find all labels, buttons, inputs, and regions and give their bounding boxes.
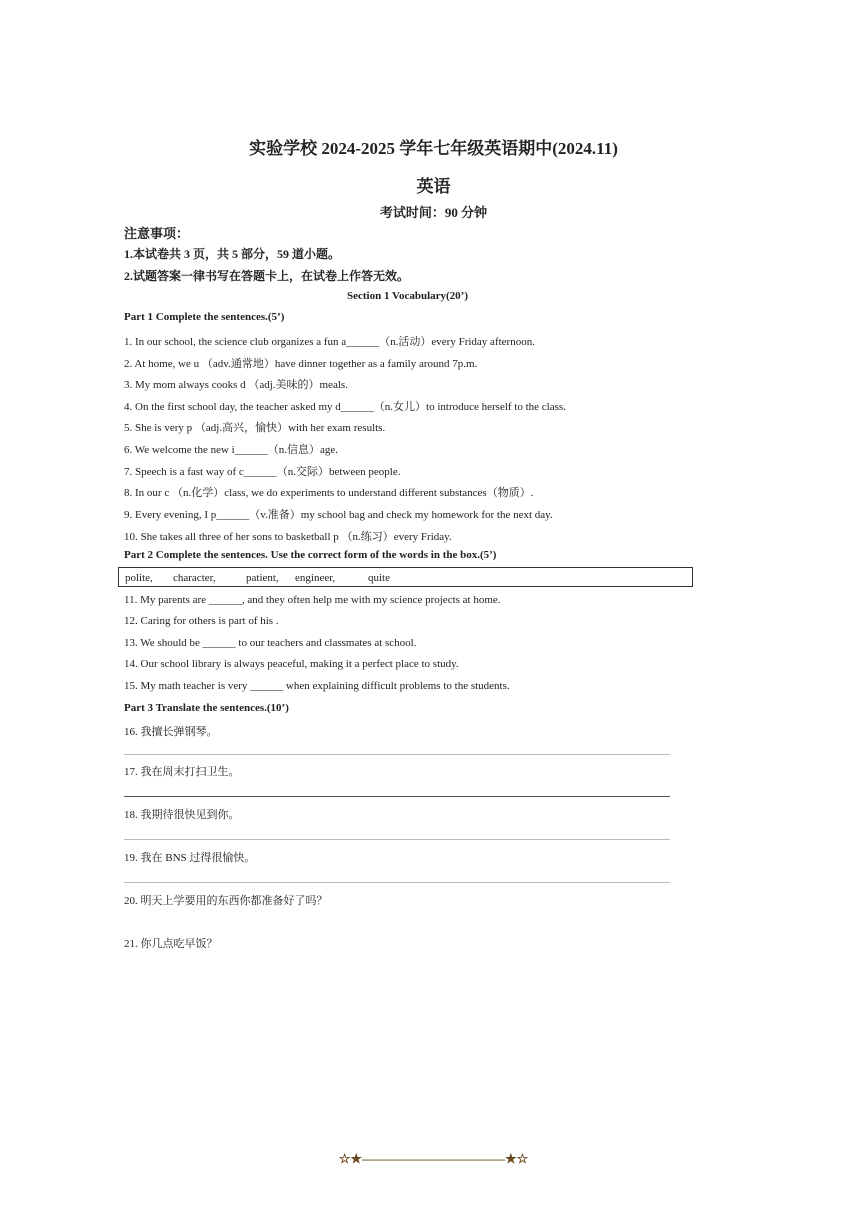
question: 4. On the first school day, the teacher asked my d______（n.女儿）to introduce herself to the class. [124, 401, 566, 413]
answer-line [124, 882, 670, 883]
question: 21. 你几点吃早饭？ [124, 938, 218, 950]
question: 14. Our school library is always peaceful, making it a perfect place to study. [124, 658, 459, 670]
question: 17. 我在周末打扫卫生。 [124, 766, 240, 778]
question: 20. 明天上学要用的东西你都准备好了吗？ [124, 895, 328, 907]
question: 2. At home, we u （adv.通常地）have dinner together as a family around 7p.m. [124, 358, 478, 370]
question: 13. We should be ______ to our teachers and classmates at school. [124, 637, 417, 649]
question: 5. She is very p （adj.高兴，愉快）with her exam results. [124, 422, 386, 434]
question: 9. Every evening, I p______（v.准备）my school bag and check my homework for the next day. [124, 509, 553, 521]
question: 1. In our school, the science club organizes a fun a______（n.活动）every Friday afternoon. [124, 336, 535, 348]
question: 11. My parents are ______, and they often help me with my science projects at home. [124, 594, 501, 606]
word-box-item: engineer, [295, 572, 336, 584]
word-box [118, 567, 693, 587]
subject-title: 英语 [416, 177, 451, 196]
question: 3. My mom always cooks d （adj.美味的）meals. [124, 379, 348, 391]
part1-title: Part 1 Complete the sentences.(5’) [124, 311, 285, 323]
exam-time: 考试时间：90 分钟 [379, 205, 488, 220]
answer-line [124, 796, 670, 797]
footer-decoration: ☆★———————————★☆ [338, 1151, 529, 1166]
part2-title: Part 2 Complete the sentences. Use the correct form of the words in the box.(5’) [124, 549, 497, 561]
notes-heading: 注意事项： [124, 226, 190, 241]
note-item: 2.试题答案一律书写在答题卡上，在试卷上作答无效。 [124, 269, 410, 283]
answer-line [124, 839, 670, 840]
part3-title: Part 3 Translate the sentences.(10’) [124, 702, 289, 714]
question: 6. We welcome the new i______（n.信息）age. [124, 444, 338, 456]
question: 16. 我擅长弹钢琴。 [124, 726, 218, 738]
exam-title: 实验学校 2024-2025 学年七年级英语期中(2024.11) [249, 139, 618, 158]
word-box-item: polite, [125, 572, 153, 584]
word-box-item: character, [173, 572, 216, 584]
question: 7. Speech is a fast way of c______（n.交际）between people. [124, 466, 401, 478]
question: 12. Caring for others is part of his . [124, 615, 279, 627]
answer-line [124, 754, 670, 755]
question: 15. My math teacher is very ______ when explaining difficult problems to the students. [124, 680, 510, 692]
question: 18. 我期待很快见到你。 [124, 809, 240, 821]
question: 8. In our c （n.化学）class, we do experiments to understand different substances（物质）. [124, 487, 534, 499]
question: 10. She takes all three of her sons to basketball p （n.练习）every Friday. [124, 531, 452, 543]
question: 19. 我在 BNS 过得很愉快。 [124, 852, 256, 864]
section-title: Section 1 Vocabulary(20’) [347, 290, 468, 302]
note-item: 1.本试卷共 3 页，共 5 部分，59 道小题。 [124, 247, 341, 261]
word-box-item: quite [368, 572, 390, 584]
word-box-item: patient, [246, 572, 279, 584]
